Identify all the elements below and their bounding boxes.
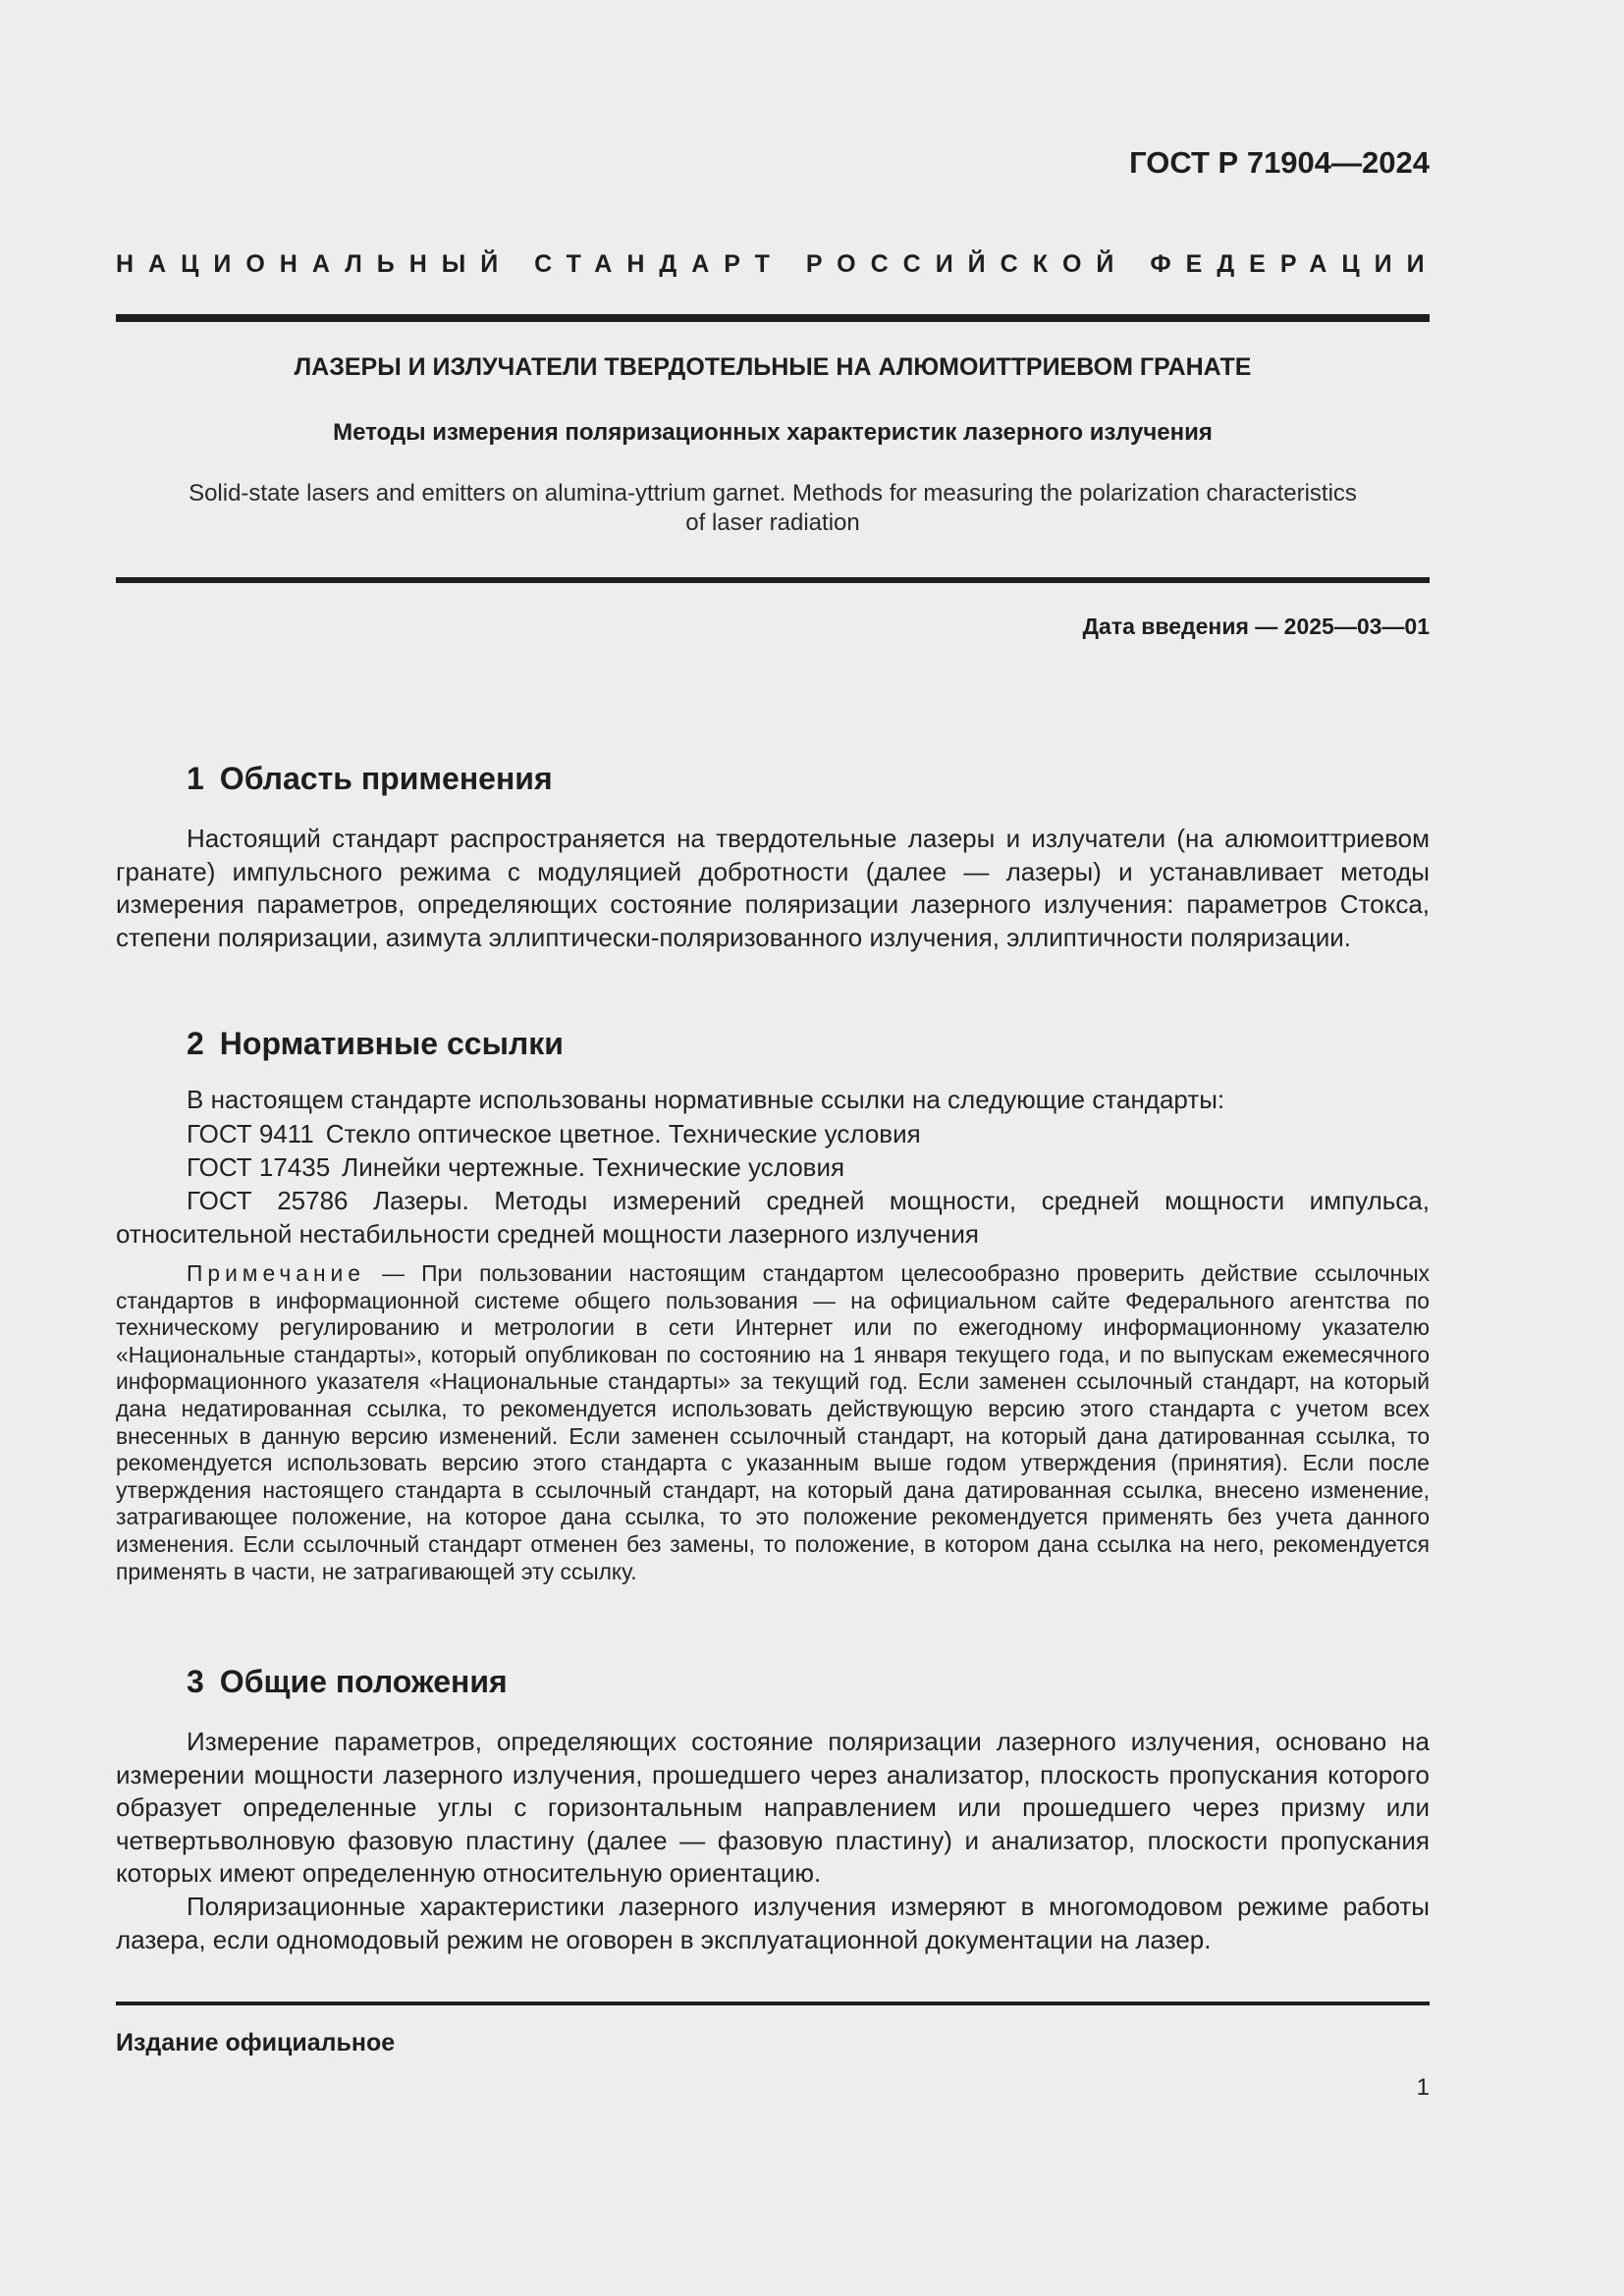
reference-text: Стекло оптическое цветное. Технические условия (325, 1119, 921, 1148)
note-label: Примечание (187, 1260, 365, 1286)
document-page (116, 0, 1439, 2296)
section-title: Нормативные ссылки (219, 1026, 564, 1061)
title-rule (116, 577, 1430, 583)
normative-reference (187, 1119, 921, 1149)
national-standard-heading: НАЦИОНАЛЬНЫЙ СТАНДАРТ РОССИЙСКОЙ ФЕДЕРАЦИИ (116, 250, 1439, 278)
reference-code: ГОСТ 25786 (187, 1186, 349, 1215)
intro-date: Дата введения — 2025—03—01 (1082, 614, 1430, 639)
reference-text: Линейки чертежные. Технические условия (342, 1152, 845, 1182)
section-number: 3 (187, 1664, 204, 1699)
top-rule (116, 314, 1430, 322)
section-3-heading (187, 1664, 508, 1700)
english-title-line2: of laser radiation (685, 509, 860, 536)
reference-code: ГОСТ 17435 (187, 1152, 331, 1182)
reference-code: ГОСТ 9411 (187, 1119, 314, 1148)
section-3-paragraph: Поляризационные характеристики лазерного излучения измеряют в многомодовом режиме работы лазера, если одномодовый режим не оговорен в эксплуатационной документации на лазер. (116, 1892, 1430, 1954)
section-title: Область применения (219, 761, 553, 796)
section-1-heading (187, 761, 553, 797)
section-number: 2 (187, 1026, 204, 1061)
document-title: ЛАЗЕРЫ И ИЗЛУЧАТЕЛИ ТВЕРДОТЕЛЬНЫЕ НА АЛЮМОИТТРИЕВОМ ГРАНАТЕ (294, 353, 1252, 381)
section-1-paragraph: Настоящий стандарт распространяется на твердотельные лазеры и излучатели (на алюмоиттриевом гранате) импульсного режима с модуляцией добротности (далее — лазеры) и устанавливает методы измерения параметров, определяющих состояние поляризации лазерного излучения: параметров Стокса, степени поляризации, азимута эллиптически-поляризованного излучения, эллиптичности поляризации. (116, 824, 1430, 952)
section-2-heading (187, 1026, 564, 1062)
english-title (116, 479, 1430, 538)
english-title-line1: Solid-state lasers and emitters on alumina-yttrium garnet. Methods for measuring the polarization characteristics (189, 480, 1357, 507)
section-title: Общие положения (219, 1664, 508, 1699)
section-number: 1 (187, 761, 204, 796)
normative-reference (187, 1152, 844, 1183)
reference-text: Лазеры. Методы измерений средней мощности, средней мощности импульса, относительной нестабильности средней мощности лазерного излучения (116, 1186, 1430, 1249)
gost-code: ГОСТ Р 71904—2024 (1129, 145, 1430, 180)
document-subtitle: Методы измерения поляризационных характеристик лазерного излучения (333, 419, 1213, 446)
footer-rule (116, 2002, 1430, 2005)
section-3-paragraph: Измерение параметров, определяющих состояние поляризации лазерного излучения, основано на измерении мощности лазерного излучения, прошедшего через анализатор, плоскость пропускания которого образует определенные углы с горизонтальным направлением или прошедшего через призму или четвертьволновую фазовую пластину (далее — фазовую пластину) и анализатор, плоскости пропускания которых имеют определенную относительную ориентацию. (116, 1727, 1430, 1888)
official-edition: Издание официальное (116, 2029, 396, 2056)
note-text: — При пользовании настоящим стандартом целесообразно проверить действие ссылочных стандартов в информационной системе общего пользования — на официальном сайте Федерального агентства по техническому регулированию и метрологии в сети Интернет или по ежегодному информационному указателю «Национальные стандарты», который опубликован по состоянию на 1 января текущего года, и по выпускам ежемесячного информационного указателя «Национальные стандарты» за текущий год. Если заменен ссылочный стандарт, на который дана недатированная ссылка, то рекомендуется использовать действующую версию этого стандарта с учетом всех внесенных в данную версию изменений. Если заменен ссылочный стандарт, на который дана датированная ссылка, то рекомендуется использовать версию этого стандарта с указанным выше годом утверждения (принятия). Если после утверждения настоящего стандарта в ссылочный стандарт, на который дана датированная ссылка, внесено изменение, затрагивающее положение, на которое дана ссылка, то это положение рекомендуется применять без учета данного изменения. Если ссылочный стандарт отменен без замены, то положение, в котором дана ссылка на него, рекомендуется применять в части, не затрагивающей эту ссылку. (116, 1260, 1430, 1584)
page-number: 1 (1416, 2074, 1430, 2101)
references-note (116, 1260, 1430, 1585)
normative-reference (116, 1185, 1430, 1251)
section-2-intro: В настоящем стандарте использованы нормативные ссылки на следующие стандарты: (187, 1085, 1225, 1114)
